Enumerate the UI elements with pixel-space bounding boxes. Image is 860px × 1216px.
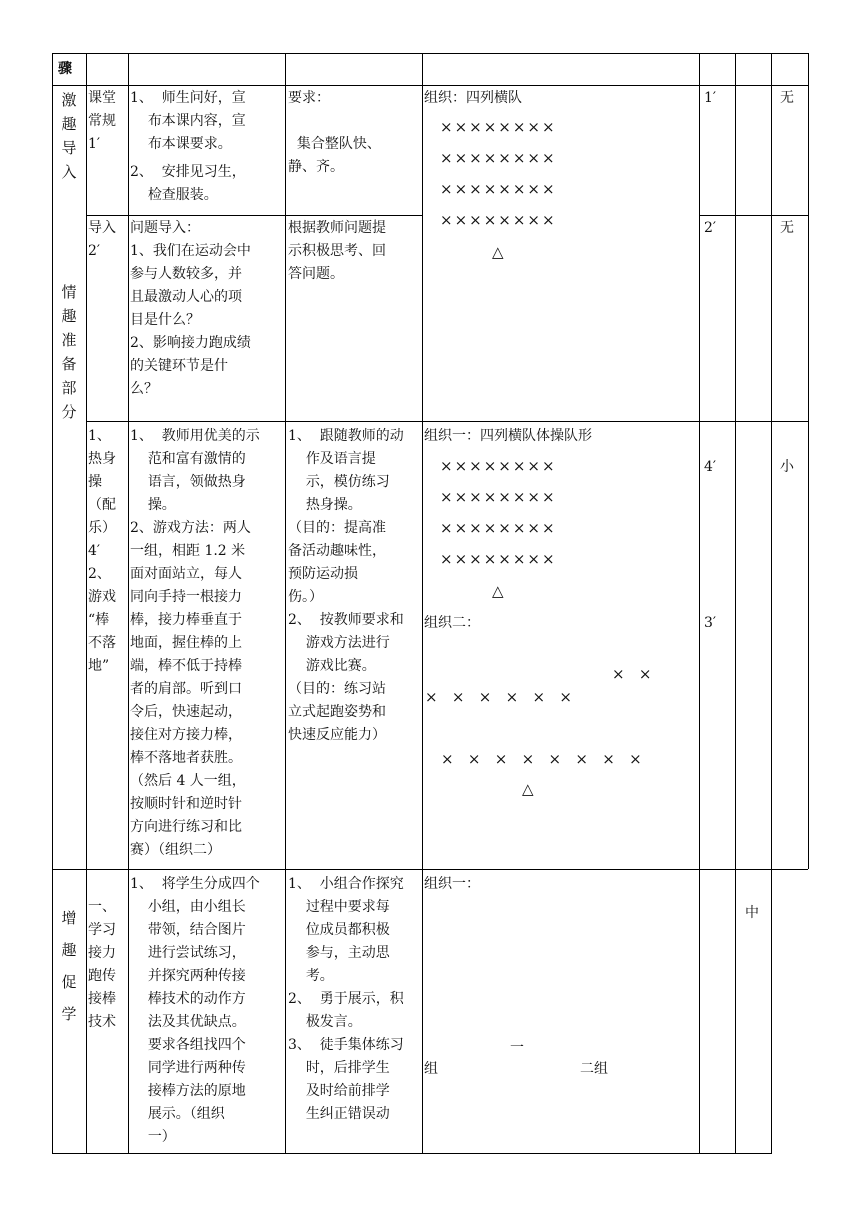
formation-row: ×××××××× (440, 488, 557, 506)
teacher-triangle: △ (492, 582, 506, 600)
intensity-2: 无 (780, 220, 794, 236)
rule-row1-split-right (699, 215, 808, 216)
rule-bottom (52, 1153, 772, 1154)
org-title-1: 组织：四列横队 (424, 90, 522, 106)
col-line-5 (699, 53, 700, 1153)
formation-row: ×××××××× (440, 118, 557, 136)
formation-row: × × × × × × × × (441, 750, 642, 768)
intensity-4: 中 (745, 905, 759, 921)
formation-row: ×××××××× (440, 519, 557, 537)
formation-row: × × (612, 665, 652, 683)
formation-row: ×××××××× (440, 149, 557, 167)
col-line-1 (86, 53, 87, 1153)
org-title-warmup: 组织一：四列横队体操队形 (424, 428, 592, 444)
rule-top (52, 53, 808, 54)
section-jiqu-label: 激 趣 导 入 (61, 91, 77, 181)
content-intro: 导入 2′ (88, 220, 116, 259)
col-line-2 (128, 53, 129, 1153)
org-group-zu: 组 (424, 1061, 438, 1077)
org-title-baton: 组织一： (424, 876, 480, 892)
time-1: 1′ (704, 90, 717, 106)
content-warmup-game: 1、 热身 操 （配 乐） 4′ 2、 游戏 “棒 不落 地” (88, 428, 116, 674)
formation-row: ×××××××× (440, 211, 557, 229)
teacher-activity-3: 1、 教师用优美的示 范和富有激情的 语言，领做热身 操。 2、游戏方法：两人 一组，相距 1.2 米 面对面站立，每人 同向手持一根接力 棒，接力棒垂直于 地面，握住棒的上 端，棒不低于持棒 者的肩部。听到口 令后，快速起动， 接住对方接力棒， 棒不落地者获胜。 （然后 4 人一组， 按顺时针和逆时针 方向进行练习和比 赛）（组织二） (130, 428, 260, 858)
time-2: 2′ (704, 220, 717, 236)
student-activity-4: 1、 小组合作探究 过程中要求每 位成员都积极 参与，主动思 考。 2、 勇于展示，积 极发言。 3、 徒手集体练习 时，后排学生 及时给前排学 生纠正错误动 (288, 876, 404, 1122)
content-class-routine: 课堂 常规 1′ (88, 90, 116, 152)
teacher-activity-2: 问题导入： 1、我们在运动会中 参与人数较多，并 且最激动人心的项 目是什么？ 2、影响接力跑成绩 的关键环节是什 么？ (130, 220, 251, 397)
teacher-activity-4: 1、 将学生分成四个 小组，由小组长 带领，结合图片 进行尝试练习， 并探究两种传接 棒技术的动作方 法及其优缺点。 要求各组找四个 同学进行两种传 接棒方法的原地 展示。（组织 一） (130, 876, 260, 1145)
org-group-erzu: 二组 (580, 1061, 608, 1077)
formation-row: ×××××××× (440, 180, 557, 198)
student-activity-2: 根据教师问题提 示积极思考、回 答问题。 (288, 220, 386, 282)
student-activity-3: 1、 跟随教师的动 作及语言提 示，模仿练习 热身操。 （目的：提高准 备活动趣味性， 预防运动损 伤。） 2、 按教师要求和 游戏方法进行 游戏比赛。 （目的：练习站 立式起跑姿势和 快速反应能力） (288, 428, 404, 743)
section-zengqu-label: 增 趣 促 学 (61, 909, 77, 1023)
content-baton-pass: 一、 学习 接力 跑传 接棒 技术 (88, 899, 116, 1030)
col-line-8 (808, 53, 809, 869)
intensity-1: 无 (780, 90, 794, 106)
time-4: 3′ (704, 615, 717, 631)
teacher-activity-1b: 2、 安排见习生， 检查服装。 (130, 164, 246, 203)
col-line-3 (285, 53, 286, 1153)
step-header: 骤 (58, 61, 72, 77)
org-title-game: 组织二： (424, 615, 480, 631)
section-qingqu-label: 情 趣 准 备 部 分 (61, 283, 77, 421)
col-line-4 (422, 53, 423, 1153)
rule-row1-split (86, 215, 422, 216)
teacher-activity-1a: 1、 师生问好，宣 布本课内容，宣 布本课要求。 (130, 90, 246, 152)
formation-row: × × × × × × (425, 688, 572, 706)
teacher-triangle: △ (492, 243, 506, 261)
formation-row: ×××××××× (440, 550, 557, 568)
rule-header-bottom (52, 85, 808, 86)
teacher-triangle: △ (522, 780, 536, 798)
org-group-yi: 一 (510, 1040, 524, 1056)
col-line-6 (735, 53, 736, 1153)
col-line-0 (52, 53, 53, 1153)
rule-section-split (52, 869, 808, 870)
student-activity-1: 要求： 集合整队快、 静、齐。 (288, 90, 381, 175)
col-line-7 (771, 53, 772, 1153)
time-3: 4′ (704, 459, 717, 475)
intensity-3: 小 (780, 459, 794, 475)
formation-row: ×××××××× (440, 457, 557, 475)
